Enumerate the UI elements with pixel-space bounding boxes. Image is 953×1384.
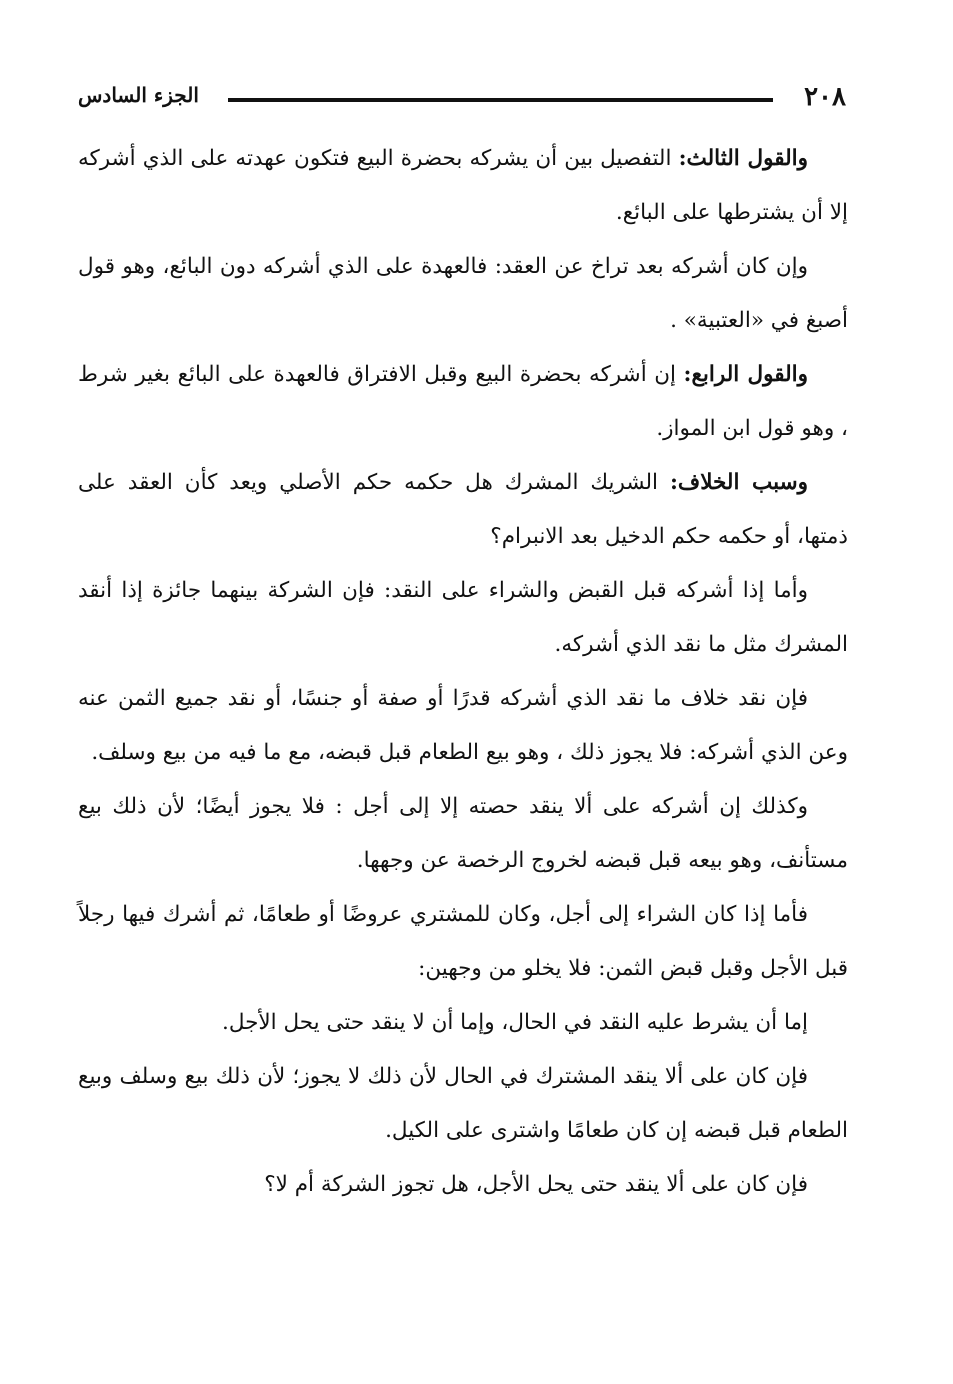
paragraph-text: وكذلك إن أشركه على ألا ينقد حصته إلا إلى أجل : فلا يجوز أيضًا؛ لأن ذلك بيع مستأنف، وهو بيعه قبل قبضه لخروج الرخصة عن وجهها. (78, 794, 848, 873)
paragraph-2 (78, 240, 848, 348)
header-rule (228, 98, 773, 102)
paragraph-text: إن أشركه بحضرة البيع وقبل الافتراق فالعهدة على البائع بغير شرط ، وهو قول ابن المواز. (78, 362, 848, 441)
paragraph-3 (78, 348, 848, 456)
paragraph-1 (78, 132, 848, 240)
paragraph-text: وإن كان أشركه بعد تراخ عن العقد: فالعهدة على الذي أشركه دون البائع، وهو قول أصبغ في «العتبية» . (78, 254, 848, 333)
paragraph-4 (78, 456, 848, 564)
paragraph-text: فأما إذا كان الشراء إلى أجل، وكان للمشتري عروضًا أو طعامًا، ثم أشرك فيها رجلاً قبل الأجل وقبل قبض الثمن: فلا يخلو من وجهين: (78, 902, 848, 981)
paragraph-text: الشريك المشرك هل حكمه حكم الأصلي ويعد كأن العقد على ذمتها، أو حكمه حكم الدخيل بعد الانبرام؟ (78, 470, 848, 549)
paragraph-text: التفصيل بين أن يشركه بحضرة البيع فتكون عهدته على الذي أشركه إلا أن يشترطها على البائع. (78, 146, 848, 225)
paragraph-lead: وسبب الخلاف: (669, 470, 809, 495)
paragraph-lead: والقول الرابع: (683, 362, 808, 387)
page-body (78, 132, 848, 1212)
paragraph-text: فإن كان على ألا ينقد حتى يحل الأجل، هل تجوز الشركة أم لا؟ (264, 1172, 808, 1197)
paragraph-text: فإن نقد خلاف ما نقد الذي أشركه قدرًا أو صفة أو جنسًا، أو نقد جميع الثمن عنه وعن الذي أشركه: فلا يجوز ذلك ، وهو بيع الطعام قبل قبضه، مع ما فيه من بيع وسلف. (78, 686, 848, 765)
paragraph-8 (78, 888, 848, 996)
paragraph-5 (78, 564, 848, 672)
paragraph-11 (78, 1158, 848, 1212)
paragraph-7 (78, 780, 848, 888)
paragraph-9 (78, 996, 848, 1050)
paragraph-10 (78, 1050, 848, 1158)
paragraph-text: فإن كان على ألا ينقد المشترك في الحال لأن ذلك لا يجوز؛ لأن ذلك بيع وسلف وبيع الطعام قبل قبضه إن كان طعامًا واشترى على الكيل. (78, 1064, 848, 1143)
page-header (78, 78, 848, 118)
page-number: ٢٠٨ (804, 82, 846, 112)
running-title: الجزء السادس (78, 83, 199, 107)
paragraph-text: وأما إذا أشركه قبل القبض والشراء على النقد: فإن الشركة بينهما جائزة إذا أنقد المشرك مثل ما نقد الذي أشركه. (78, 578, 848, 657)
paragraph-lead: والقول الثالث: (678, 146, 808, 171)
paragraph-text: إما أن يشرط عليه النقد في الحال، وإما أن لا ينقد حتى يحل الأجل. (222, 1010, 808, 1035)
paragraph-6 (78, 672, 848, 780)
